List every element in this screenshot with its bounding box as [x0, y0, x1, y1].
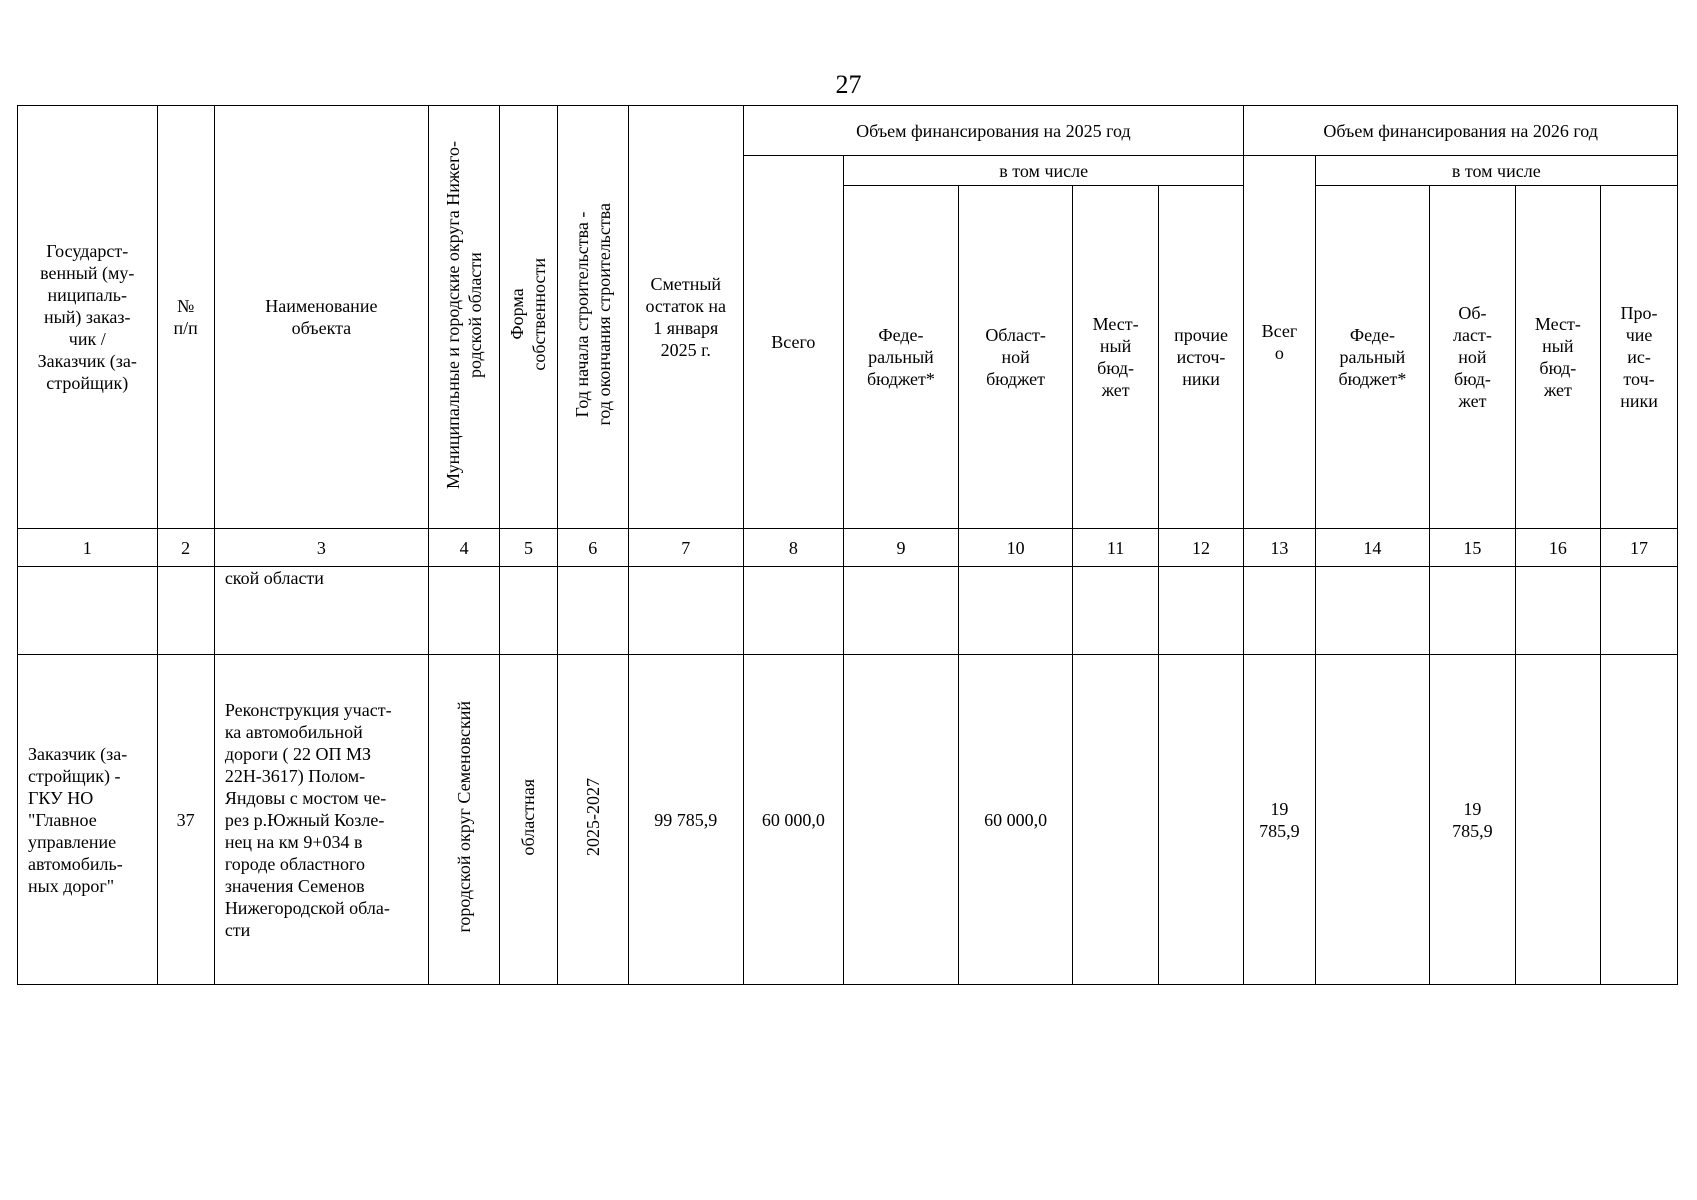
header-years-text: Год начала строительства - год окончания строительства: [571, 203, 614, 426]
header-reg-2025-text: Област- ной бюджет: [985, 325, 1046, 389]
col-number: 12: [1158, 529, 1243, 567]
row-loc-2026: [1515, 655, 1600, 985]
header-fed-2026-text: Феде- ральный бюджет*: [1338, 325, 1407, 389]
header-loc-2026: [1515, 186, 1600, 529]
row-loc-2025: [1073, 655, 1158, 985]
col-number: 9: [844, 529, 959, 567]
header-object: [214, 106, 428, 529]
col-number: 8: [743, 529, 844, 567]
financing-table: [17, 105, 1678, 985]
header-number-text: № п/п: [173, 296, 198, 338]
header-district: [428, 106, 499, 529]
header-incl-2025: в том числе: [844, 156, 1244, 186]
header-object-text: Наименование объекта: [265, 296, 378, 338]
header-total-2025: [743, 156, 844, 529]
col-number: 2: [157, 529, 214, 567]
header-district-text: Муниципальные и городские округа Нижего- родской области: [443, 140, 486, 489]
row-ownership-text: областная: [518, 778, 539, 856]
header-group-2025: Объем финансирования на 2025 год: [743, 106, 1244, 156]
header-reg-2026: [1430, 186, 1515, 529]
col-number: 1: [18, 529, 158, 567]
row-district: [428, 655, 499, 985]
col-number: 7: [628, 529, 743, 567]
header-reg-2026-text: Об- ласт- ной бюд- жет: [1453, 303, 1492, 411]
col-number: 3: [214, 529, 428, 567]
header-fed-2025: [844, 186, 959, 529]
row-customer: [18, 655, 158, 985]
page-number: 27: [835, 70, 862, 99]
continuation-row: [18, 567, 1678, 655]
col-number: 13: [1244, 529, 1315, 567]
row-reg-2026-text: 19 785,9: [1452, 798, 1493, 841]
header-loc-2025-text: Мест- ный бюд- жет: [1092, 314, 1139, 400]
row-fed-2026: [1315, 655, 1430, 985]
row-oth-2026: [1601, 655, 1678, 985]
header-ownership-text: Форма собственности: [507, 258, 550, 371]
col-number: 5: [500, 529, 557, 567]
header-fed-2025-text: Феде- ральный бюджет*: [867, 325, 935, 389]
header-estimate-text: Сметный остаток на 1 января 2025 г.: [645, 274, 727, 360]
col-number: 14: [1315, 529, 1430, 567]
col-number: 4: [428, 529, 499, 567]
header-oth-2026: [1601, 186, 1678, 529]
header-years: [557, 106, 628, 529]
header-loc-2026-text: Мест- ный бюд- жет: [1534, 314, 1581, 400]
col-number: 10: [958, 529, 1073, 567]
col-number: 11: [1073, 529, 1158, 567]
header-total-2025-text: Всего: [771, 332, 816, 352]
row-years: [557, 655, 628, 985]
row-reg-2025: 60 000,0: [958, 655, 1073, 985]
header-fed-2026: [1315, 186, 1430, 529]
row-estimate: 99 785,9: [628, 655, 743, 985]
header-loc-2025: [1073, 186, 1158, 529]
continuation-object-tail: ской области: [214, 567, 428, 655]
row-oth-2025: [1158, 655, 1243, 985]
col-number: 15: [1430, 529, 1515, 567]
row-years-text: 2025-2027: [582, 778, 603, 856]
row-fed-2025: [844, 655, 959, 985]
header-group-2026: Объем финансирования на 2026 год: [1244, 106, 1678, 156]
header-customer-text: Государст- венный (му- ниципаль- ный) заказ- чик / Заказчик (за- стройщик): [37, 241, 137, 393]
row-district-text: городской округ Семеновский: [454, 701, 475, 933]
header-reg-2025: [958, 186, 1073, 529]
header-oth-2025: [1158, 186, 1243, 529]
row-customer-text: Заказчик (за- стройщик) - ГКУ НО "Главное управление автомобиль- ных дорог": [28, 743, 128, 896]
row-total-2025: 60 000,0: [743, 655, 844, 985]
header-total-2026: [1244, 156, 1315, 529]
col-number: 17: [1601, 529, 1678, 567]
row-total-2026-text: 19 785,9: [1259, 798, 1300, 841]
header-customer: [18, 106, 158, 529]
header-oth-2025-text: прочие источ- ники: [1174, 325, 1228, 389]
row-number: 37: [157, 655, 214, 985]
row-object-name: [214, 655, 428, 985]
header-oth-2026-text: Про- чие ис- точ- ники: [1620, 303, 1658, 411]
row-reg-2026: [1430, 655, 1515, 985]
column-number-row: [18, 529, 1678, 567]
header-number: [157, 106, 214, 529]
header-total-2026-text: Всег о: [1261, 321, 1298, 363]
col-number: 6: [557, 529, 628, 567]
row-total-2026: [1244, 655, 1315, 985]
col-number: 16: [1515, 529, 1600, 567]
header-incl-2026: в том числе: [1315, 156, 1677, 186]
table-row: [18, 655, 1678, 985]
row-object-text: Реконструкция участ- ка автомобильной дороги ( 22 ОП МЗ 22Н-3617) Полом- Яндовы с мостом че- рез р.Южный Козле- нец на км 9+034 в городе областного значения Семенов Нижегородской обла- сти: [224, 699, 392, 940]
header-estimate: [628, 106, 743, 529]
row-ownership: [500, 655, 557, 985]
header-ownership: [500, 106, 557, 529]
